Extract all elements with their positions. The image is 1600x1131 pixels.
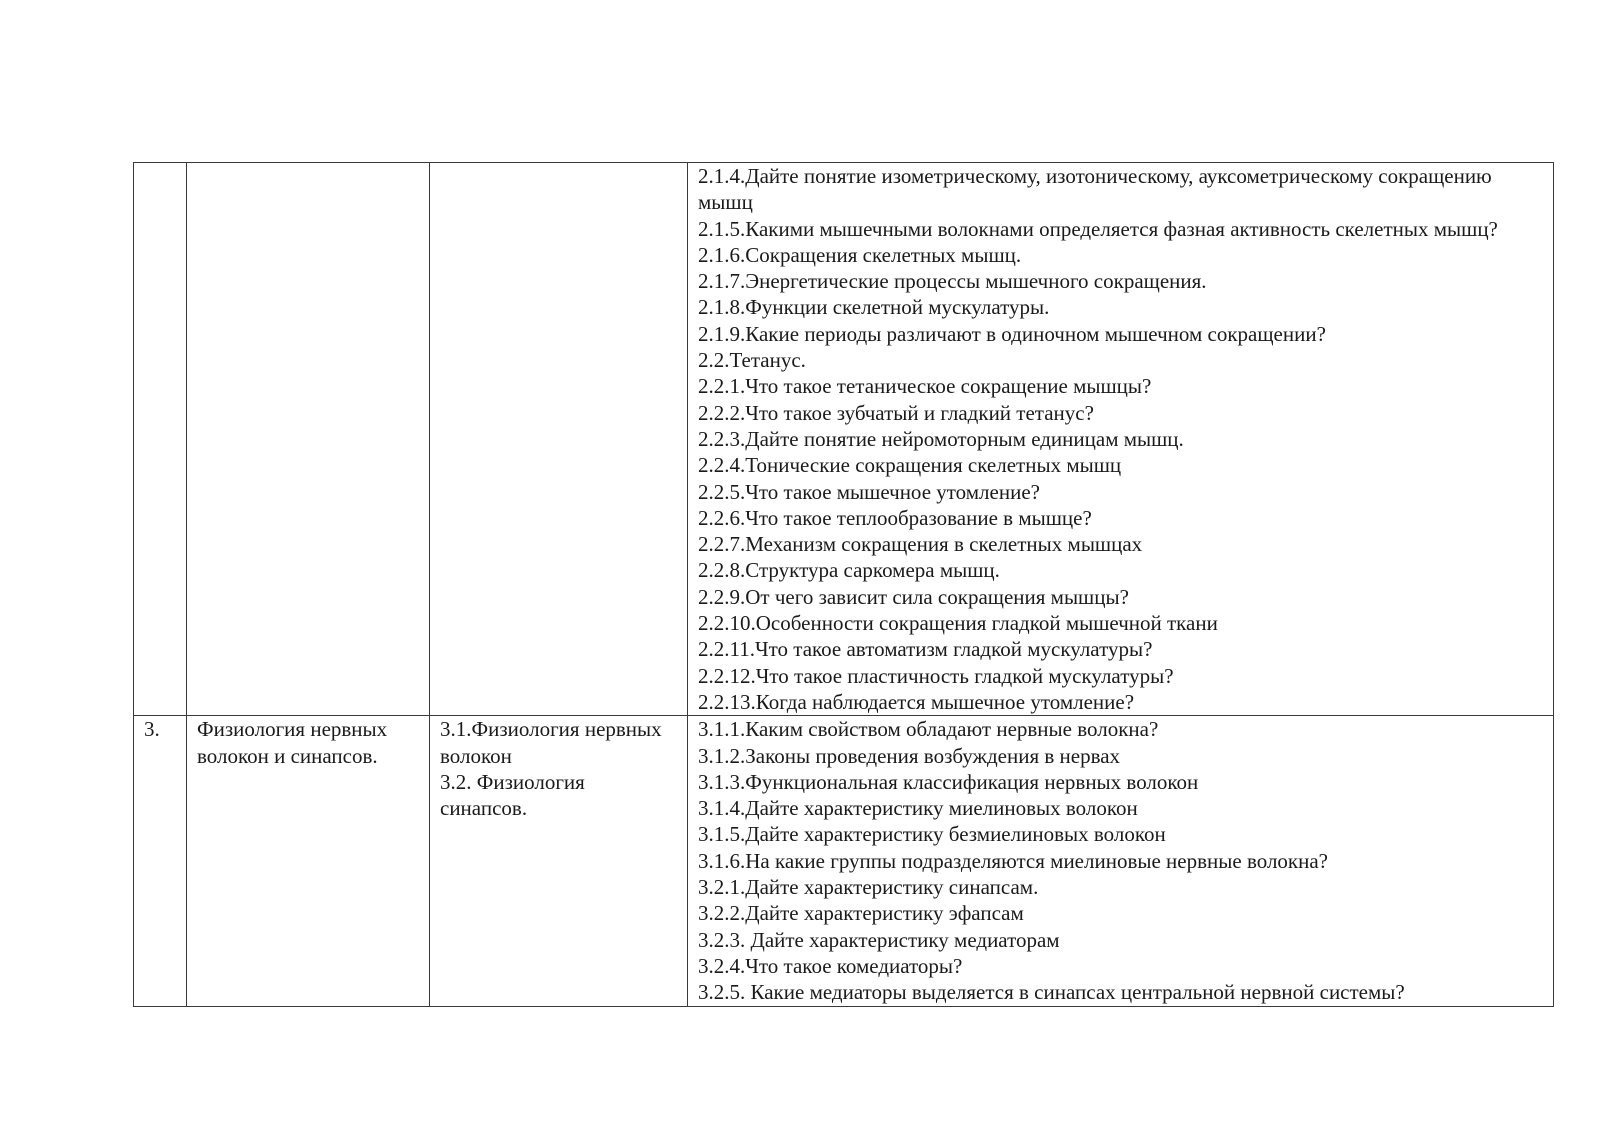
question-item: 3.1.5.Дайте характеристику безмиелиновых волокон xyxy=(698,822,1166,847)
subtopics-cell xyxy=(430,163,688,716)
question-item: 2.2.1.Что такое тетаническое сокращение мышцы? xyxy=(698,374,1152,399)
question-item: 2.2.Тетанус. xyxy=(698,348,806,373)
question-item: 2.1.9.Какие периоды различают в одиночном мышечном сокращении? xyxy=(698,321,1326,346)
row-number-cell xyxy=(134,163,187,716)
question-item: 2.1.4.Дайте понятие изометрическому, изотоническому, ауксометрическому сокращению мышц xyxy=(698,164,1492,215)
question-item: 3.1.6.На какие группы подразделяются миелиновые нервные волокна? xyxy=(698,848,1328,873)
question-item: 2.2.7.Механизм сокращения в скелетных мышцах xyxy=(698,532,1143,557)
subtopic-item: 3.2. Физиология синапсов. xyxy=(440,769,585,821)
topics-table xyxy=(133,162,1554,1007)
question-item: 2.2.2.Что такое зубчатый и гладкий тетанус? xyxy=(698,400,1094,425)
question-item: 3.1.1.Каким свойством обладают нервные волокна? xyxy=(698,717,1159,742)
question-item: 3.2.1.Дайте характеристику синапсам. xyxy=(698,875,1039,900)
question-item: 3.2.3. Дайте характеристику медиаторам xyxy=(698,927,1060,952)
topic-cell: Физиология нервных волокон и синапсов. xyxy=(187,716,430,1006)
question-item: 2.2.3.Дайте понятие нейромоторным единицам мышц. xyxy=(698,426,1184,451)
question-item: 3.2.2.Дайте характеристику эфапсам xyxy=(698,901,1024,926)
question-item: 3.1.4.Дайте характеристику миелиновых волокон xyxy=(698,796,1138,821)
question-item: 2.2.12.Что такое пластичность гладкой мускулатуры? xyxy=(698,663,1174,688)
row-number-cell: 3. xyxy=(134,716,187,1006)
question-item: 2.2.4.Тонические сокращения скелетных мышц xyxy=(698,453,1122,478)
table-row xyxy=(134,163,1554,716)
subtopics-cell xyxy=(430,716,688,1006)
topic-cell xyxy=(187,163,430,716)
question-item: 2.2.13.Когда наблюдается мышечное утомление? xyxy=(698,689,1135,714)
question-item: 2.2.9.От чего зависит сила сокращения мышцы? xyxy=(698,584,1129,609)
question-item: 2.2.6.Что такое теплообразование в мышце? xyxy=(698,505,1092,530)
question-item: 2.2.8.Структура саркомера мышц. xyxy=(698,558,1000,583)
table-row xyxy=(134,716,1554,1006)
subtopic-item: 3.1.Физиология нервных волокон xyxy=(440,717,662,768)
question-item: 2.1.6.Сокращения скелетных мышц. xyxy=(698,242,1022,267)
question-item: 2.2.11.Что такое автоматизм гладкой мускулатуры? xyxy=(698,637,1153,662)
question-item: 3.2.4.Что такое комедиаторы? xyxy=(698,953,963,978)
questions-cell xyxy=(688,163,1554,716)
question-item: 2.1.8.Функции скелетной мускулатуры. xyxy=(698,295,1050,320)
question-item: 3.1.2.Законы проведения возбуждения в нервах xyxy=(698,743,1121,768)
question-item: 2.2.5.Что такое мышечное утомление? xyxy=(698,479,1040,504)
question-item: 2.1.7.Энергетические процессы мышечного сокращения. xyxy=(698,269,1207,294)
question-item: 2.1.5.Какими мышечными волокнами определяется фазная активность скелетных мышц? xyxy=(698,216,1498,241)
question-item: 3.2.5. Какие медиаторы выделяется в синапсах центральной нервной системы? xyxy=(698,980,1405,1005)
questions-cell xyxy=(688,716,1554,1006)
question-item: 3.1.3.Функциональная классификация нервных волокон xyxy=(698,769,1199,794)
question-item: 2.2.10.Особенности сокращения гладкой мышечной ткани xyxy=(698,611,1218,636)
